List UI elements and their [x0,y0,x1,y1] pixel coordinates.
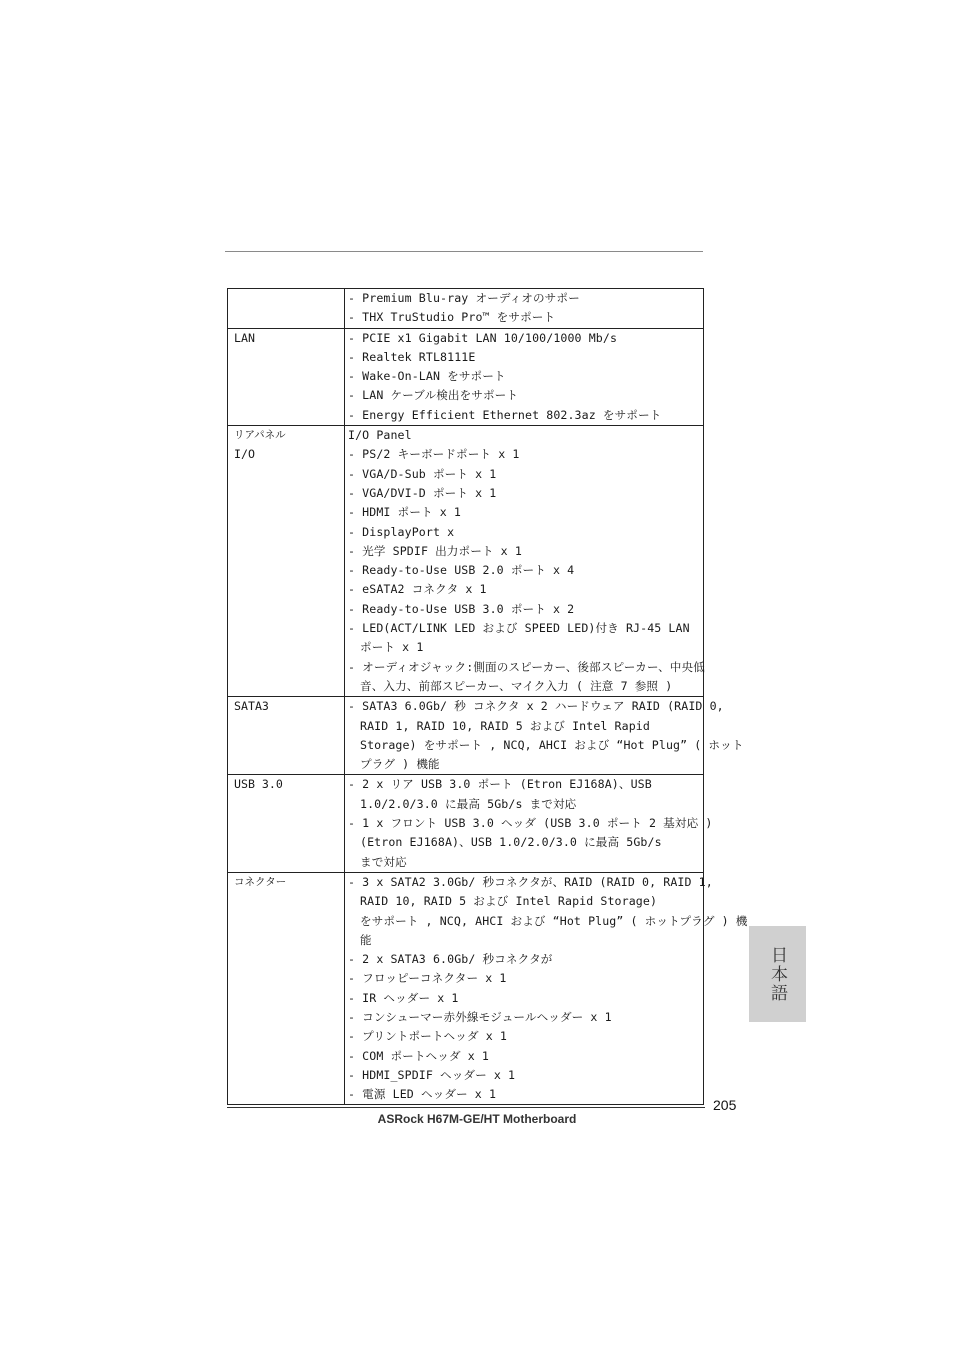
spec-row [228,289,704,329]
spec-line: - Energy Efficient Ethernet 802.3az をサポート [348,407,662,422]
spec-line: ポート x 1 [360,640,424,655]
footer-title: ASRock H67M-GE/HT Motherboard [377,1112,577,1126]
spec-line: プラグ ) 機能 [360,757,440,772]
spec-label-cell [228,289,345,329]
spec-label-cell [228,872,345,1105]
spec-label-cell [228,426,345,697]
spec-content-cell [345,426,704,697]
spec-line: - SATA3 6.0Gb/ 秒 コネクタ x 2 ハードウェア RAID (RAID 0, [348,699,724,714]
spec-line: まで対応 [360,854,407,869]
spec-line: 音、入力、前部スピーカー、マイク入力 ( 注意 7 参照 ) [360,678,673,693]
spec-line: - Premium Blu-ray オーディオのサポー [348,291,580,305]
spec-label-cell [228,697,345,775]
spec-line: - 2 x SATA3 6.0Gb/ 秒コネクタが [348,952,553,967]
spec-line: をサポート , NCQ, AHCI および “Hot Plug” ( ホットプラグ ) 機 [360,913,748,928]
spec-label: I/O [234,447,255,462]
bottom-divider [227,1107,705,1108]
page-number: 205 [713,1097,737,1113]
spec-label-cell [228,328,345,425]
spec-line: - 3 x SATA2 3.0Gb/ 秒コネクタが、RAID (RAID 0, RAID 1, [348,874,713,889]
spec-content-cell [345,697,744,775]
spec-label-cell [228,775,345,872]
spec-line: (Etron EJ168A)、USB 1.0/2.0/3.0 に最高 5Gb/s [360,835,662,850]
spec-line: - LAN ケーブル検出をサポート [348,388,519,403]
spec-content-cell [345,775,713,872]
spec-line: - LED(ACT/LINK LED および SPEED LED)付き RJ-45 LAN [348,621,690,636]
page-footer [0,1112,954,1126]
spec-line: RAID 10, RAID 5 および Intel Rapid Storage) [360,894,658,909]
spec-line: - Ready-to-Use USB 2.0 ポート x 4 [348,563,575,578]
top-divider [225,251,703,252]
spec-line: - VGA/D-Sub ポート x 1 [348,466,497,481]
spec-line: - VGA/DVI-D ポート x 1 [348,485,497,500]
spec-line: - コンシューマー赤外線モジュールヘッダー x 1 [348,1009,612,1024]
spec-line: - 2 x リア USB 3.0 ポート (Etron EJ168A)、USB [348,777,652,792]
spec-label: リアパネル [234,429,286,442]
spec-label: USB 3.0 [234,777,283,792]
language-tab[interactable] [749,926,806,1022]
spec-line: - eSATA2 コネクタ x 1 [348,582,487,597]
spec-line: - PS/2 キーボードポート x 1 [348,447,520,462]
spec-line: - THX TruStudio Pro™ をサポート [348,310,556,325]
spec-label: コネクター [234,875,287,888]
spec-line: - オーディオジャック:側面のスピーカー、後部スピーカー、中央低 [348,659,705,674]
spec-line: - 1 x フロント USB 3.0 ヘッダ (USB 3.0 ポート 2 基対応 ) [348,816,713,831]
spec-line: - プリントポートヘッダ x 1 [348,1029,507,1044]
spec-line: - Realtek RTL8111E [348,349,476,364]
spec-line: - COM ポートヘッダ x 1 [348,1048,489,1063]
spec-line: - DisplayPort x [348,524,455,539]
spec-label: LAN [234,330,255,345]
spec-line: - フロッピーコネクター x 1 [348,971,507,986]
spec-row [228,426,704,697]
spec-content-cell [345,328,704,425]
spec-row [228,872,704,1105]
spec-row [228,697,704,775]
spec-line: RAID 1, RAID 10, RAID 5 および Intel Rapid [360,718,650,733]
spec-line: - Wake-On-LAN をサポート [348,369,506,384]
spec-line: 1.0/2.0/3.0 に最高 5Gb/s まで対応 [360,796,577,811]
spec-line: - PCIE x1 Gigabit LAN 10/100/1000 Mb/s [348,330,618,345]
spec-line: - HDMI ポート x 1 [348,505,461,520]
spec-line: - IR ヘッダー x 1 [348,990,459,1005]
spec-line: - 電源 LED ヘッダー x 1 [348,1087,497,1102]
spec-line: I/O Panel [348,428,412,443]
spec-line: Storage) をサポート , NCQ, AHCI および “Hot Plug” ( ホット [360,737,744,752]
spec-line: 能 [360,932,372,947]
spec-row [228,775,704,872]
spec-line: - HDMI_SPDIF ヘッダー x 1 [348,1067,516,1082]
spec-line: - Ready-to-Use USB 3.0 ポート x 2 [348,601,575,616]
spec-content-cell [345,289,704,329]
spec-line: - 光学 SPDIF 出力ポート x 1 [348,543,522,558]
spec-row [228,328,704,425]
spec-label: SATA3 [234,699,269,714]
language-tab-label: 日本語 [767,945,787,1003]
